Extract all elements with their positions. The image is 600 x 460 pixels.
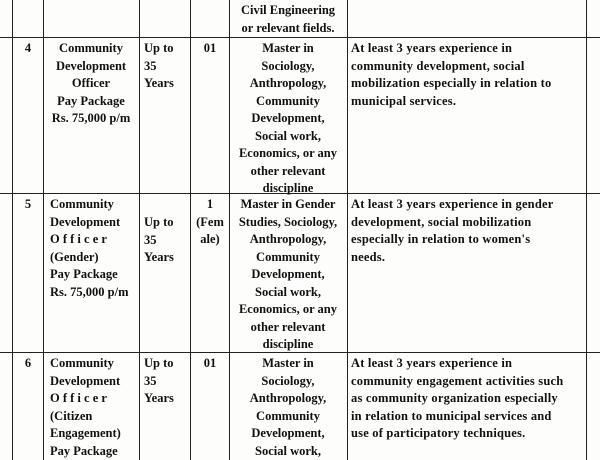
experience-cell: At least 3 years experience in community development, social mobilization especially in relation to municipal services. [351, 41, 552, 108]
post-title: Community Development Officer Pay Package Rs. 75,000 p/m [51, 41, 131, 125]
post-title: Community Development O f f i c e r (Gender) Pay Package Rs. 75,000 p/m [50, 197, 129, 299]
qualification-cell: Master in Sociology, Anthropology, Community Development, Social work, Economics, or any other relevant discipline [238, 41, 338, 195]
qualification-cell: Civil Engineering or relevant fields. [240, 3, 336, 35]
row-divider [0, 37, 600, 38]
qualification-cell: Master in Gender Studies, Sociology, Anthropology, Community Development, Social work, Economics, or any other relevant discipline [238, 197, 338, 351]
experience-cell: At least 3 years experience in community engagement activities such as community organization especially in relation to municipal services and use of participatory techniques. [351, 356, 564, 440]
post-title: Community Development O f f i c e r (Citizen Engagement) Pay Package [50, 356, 121, 458]
experience-cell: At least 3 years experience in gender development, social mobilization especially in relation to women's needs. [351, 197, 554, 264]
column-divider [347, 0, 348, 460]
column-divider [139, 0, 140, 460]
column-divider [12, 0, 13, 460]
serial-number: 4 [24, 41, 32, 55]
age-limit: Up to 35 Years [144, 356, 174, 405]
seats: 01 [203, 41, 217, 55]
serial-number: 6 [24, 356, 32, 370]
serial-number: 5 [24, 197, 32, 211]
age-limit: Up to 35 Years [144, 215, 174, 264]
seats: 01 [203, 356, 217, 370]
column-divider [190, 0, 191, 460]
qualification-cell: Master in Sociology, Anthropology, Community Development, Social work, [249, 356, 327, 458]
age-limit: Up to 35 Years [144, 41, 174, 90]
seats: 1 (Fem ale) [196, 197, 224, 246]
